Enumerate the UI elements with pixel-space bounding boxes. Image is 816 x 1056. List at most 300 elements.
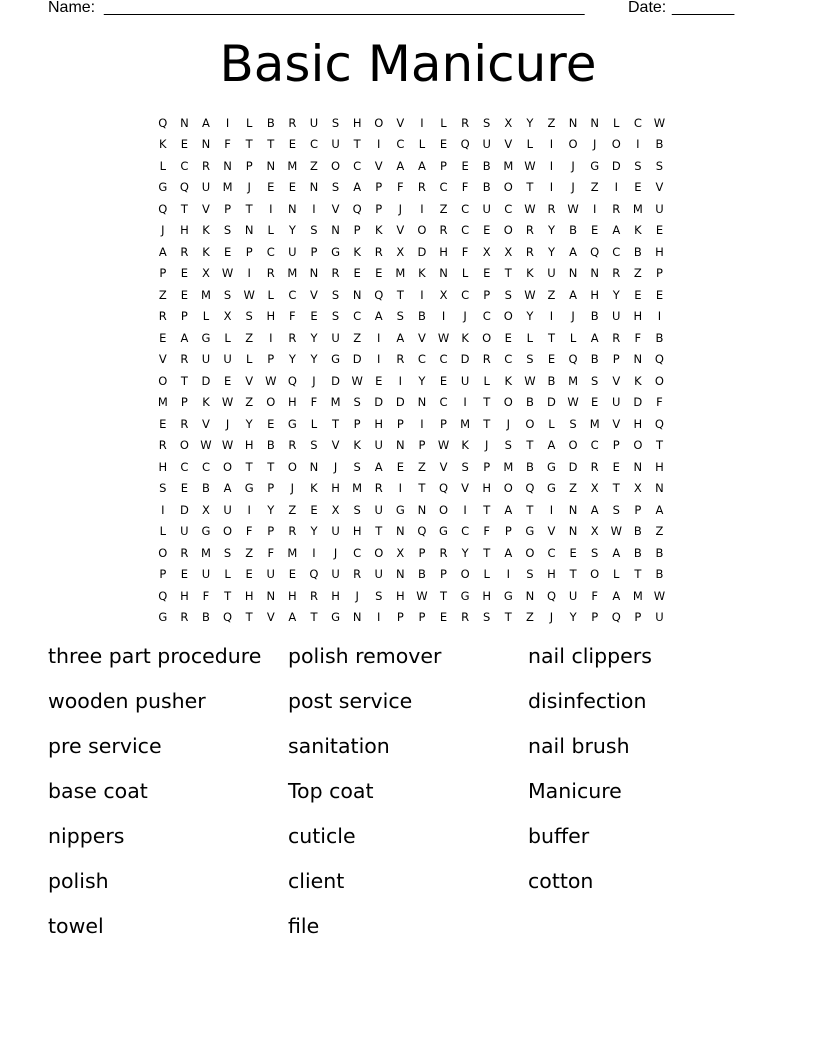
grid-letter: I — [441, 309, 446, 324]
grid-letter: X — [202, 266, 210, 281]
grid-letter: S — [223, 287, 232, 302]
grid-row — [152, 220, 672, 242]
grid-letter: Q — [654, 352, 664, 367]
grid-letter: L — [526, 137, 534, 152]
grid-letter: V — [612, 373, 621, 388]
grid-letter: H — [180, 223, 189, 238]
grid-letter: U — [180, 524, 189, 539]
grid-letter: T — [483, 395, 491, 410]
grid-letter: P — [634, 610, 642, 625]
grid-letter: M — [201, 287, 211, 302]
grid-letter: L — [526, 330, 534, 345]
grid-letter: E — [180, 287, 189, 302]
grid-letter: A — [655, 502, 664, 517]
grid-letter: W — [437, 438, 450, 453]
grid-letter: I — [549, 137, 554, 152]
grid-letter: T — [634, 567, 642, 582]
grid-letter: E — [655, 223, 664, 238]
grid-row — [152, 413, 672, 435]
grid-letter: E — [612, 459, 620, 474]
grid-letter: Y — [569, 610, 577, 625]
letter-grid — [152, 112, 672, 628]
grid-letter: U — [482, 137, 491, 152]
grid-letter: T — [245, 610, 253, 625]
grid-letter: U — [266, 567, 275, 582]
grid-letter: L — [440, 115, 447, 130]
grid-letter: H — [374, 416, 384, 431]
grid-letter: Z — [245, 330, 254, 345]
grid-letter: K — [418, 266, 426, 281]
grid-letter: C — [201, 459, 210, 474]
grid-letter: D — [633, 395, 643, 410]
grid-letter: O — [438, 502, 449, 517]
grid-letter: T — [180, 201, 188, 216]
grid-letter: C — [504, 352, 513, 367]
grid-letter: A — [374, 459, 383, 474]
grid-row — [152, 370, 672, 392]
grid-letter: R — [288, 438, 297, 453]
grid-letter: Q — [568, 352, 578, 367]
grid-letter: J — [333, 459, 338, 474]
grid-letter: I — [377, 137, 381, 152]
grid-letter: Q — [287, 373, 297, 388]
grid-row — [152, 456, 672, 478]
grid-letter: W — [524, 287, 536, 302]
grid-row — [152, 521, 672, 543]
grid-letter: Z — [245, 545, 254, 560]
grid-letter: T — [526, 502, 534, 517]
grid-letter: S — [375, 588, 383, 603]
grid-letter: A — [396, 330, 405, 345]
grid-letter: A — [569, 287, 578, 302]
grid-letter: B — [266, 438, 275, 453]
grid-letter: R — [612, 201, 621, 216]
grid-letter: S — [483, 115, 491, 130]
grid-letter: F — [656, 395, 663, 410]
grid-letter: I — [549, 158, 554, 173]
grid-letter: F — [461, 180, 469, 195]
grid-letter: P — [267, 481, 275, 496]
grid-letter: V — [396, 223, 405, 238]
grid-letter: E — [180, 567, 189, 582]
grid-letter: S — [591, 545, 599, 560]
grid-letter: N — [223, 158, 232, 173]
grid-letter: F — [461, 244, 469, 259]
grid-letter: N — [180, 115, 189, 130]
grid-letter: U — [201, 567, 211, 582]
grid-letter: I — [420, 115, 424, 130]
grid-letter: W — [653, 115, 666, 130]
grid-letter: J — [333, 545, 338, 560]
grid-letter: M — [589, 416, 600, 431]
grid-letter: Y — [418, 373, 426, 388]
grid-letter: L — [267, 223, 274, 238]
grid-letter: V — [547, 524, 556, 539]
grid-letter: B — [547, 373, 556, 388]
grid-letter: G — [525, 524, 535, 539]
grid-letter: L — [613, 115, 620, 130]
grid-letter: R — [374, 244, 383, 259]
grid-letter: O — [179, 438, 189, 453]
grid-letter: H — [482, 481, 492, 496]
grid-letter: K — [353, 244, 361, 259]
grid-letter: Q — [352, 201, 362, 216]
grid-letter: O — [568, 137, 578, 152]
grid-letter: W — [221, 395, 234, 410]
grid-letter: P — [245, 158, 253, 173]
grid-letter: U — [201, 352, 211, 367]
grid-letter: F — [224, 137, 231, 152]
grid-letter: S — [526, 352, 534, 367]
grid-letter: I — [420, 201, 424, 216]
grid-letter: A — [590, 330, 599, 345]
grid-letter: N — [309, 180, 319, 195]
grid-letter: N — [352, 287, 362, 302]
grid-letter: B — [655, 330, 664, 345]
grid-letter: I — [269, 330, 273, 345]
grid-row — [152, 306, 672, 328]
grid-letter: T — [504, 610, 512, 625]
grid-letter: M — [568, 373, 579, 388]
grid-letter: E — [310, 502, 318, 517]
grid-letter: I — [312, 201, 316, 216]
grid-row — [152, 349, 672, 371]
grid-letter: P — [267, 352, 275, 367]
grid-letter: U — [309, 115, 319, 130]
grid-letter: R — [590, 459, 599, 474]
grid-letter: N — [568, 115, 578, 130]
grid-letter: P — [418, 545, 426, 560]
grid-letter: H — [331, 481, 340, 496]
grid-letter: Q — [179, 180, 189, 195]
grid-letter: Q — [158, 201, 168, 216]
grid-letter: U — [612, 309, 621, 324]
grid-row — [152, 177, 672, 199]
grid-letter: Q — [223, 610, 233, 625]
grid-letter: O — [503, 481, 513, 496]
grid-letter: P — [612, 438, 620, 453]
grid-letter: X — [331, 502, 340, 517]
grid-letter: A — [504, 545, 513, 560]
grid-letter: O — [568, 438, 578, 453]
grid-letter: R — [266, 266, 275, 281]
grid-letter: C — [288, 287, 297, 302]
grid-letter: T — [483, 416, 491, 431]
grid-letter: B — [655, 137, 664, 152]
grid-letter: I — [247, 502, 251, 517]
grid-letter: C — [180, 158, 189, 173]
grid-letter: I — [420, 287, 424, 302]
grid-letter: P — [440, 158, 447, 173]
grid-letter: Z — [590, 180, 599, 195]
grid-letter: V — [245, 373, 254, 388]
grid-letter: R — [396, 352, 405, 367]
grid-letter: A — [180, 330, 189, 345]
grid-letter: Z — [547, 115, 556, 130]
grid-letter: E — [288, 180, 296, 195]
grid-letter: N — [568, 524, 578, 539]
grid-letter: Q — [158, 588, 168, 603]
grid-letter: A — [612, 545, 621, 560]
grid-letter: R — [180, 545, 189, 560]
grid-letter: C — [633, 115, 642, 130]
grid-letter: R — [331, 266, 340, 281]
grid-letter: J — [161, 223, 165, 238]
grid-letter: G — [547, 459, 556, 474]
grid-letter: K — [353, 438, 361, 453]
grid-letter: D — [374, 395, 384, 410]
grid-letter: N — [655, 481, 664, 496]
grid-letter: E — [591, 395, 599, 410]
grid-letter: I — [614, 180, 618, 195]
grid-letter: A — [288, 610, 297, 625]
grid-letter: J — [571, 158, 575, 173]
grid-letter: O — [374, 115, 384, 130]
grid-letter: S — [353, 502, 361, 517]
grid-letter: C — [353, 158, 362, 173]
grid-letter: W — [265, 373, 277, 388]
grid-letter: Y — [310, 330, 318, 345]
grid-letter: W — [200, 438, 212, 453]
grid-letter: P — [591, 610, 599, 625]
grid-letter: J — [398, 201, 403, 216]
grid-letter: E — [483, 223, 491, 238]
grid-letter: M — [632, 201, 643, 216]
grid-row — [152, 435, 672, 457]
grid-letter: M — [287, 545, 298, 560]
grid-letter: R — [180, 610, 189, 625]
grid-letter: I — [269, 201, 273, 216]
grid-letter: O — [503, 223, 513, 238]
grid-letter: X — [396, 545, 405, 560]
grid-letter: U — [482, 201, 491, 216]
header — [48, 0, 748, 20]
grid-letter: P — [504, 524, 512, 539]
grid-letter: T — [526, 438, 534, 453]
grid-letter: K — [634, 373, 642, 388]
grid-letter: I — [592, 201, 597, 216]
grid-letter: J — [485, 438, 489, 453]
grid-letter: R — [547, 201, 556, 216]
grid-letter: H — [331, 588, 340, 603]
page-title: Basic Manicure — [219, 35, 597, 93]
grid-letter: Z — [310, 158, 318, 173]
grid-letter: R — [374, 481, 383, 496]
grid-letter: B — [202, 481, 210, 496]
grid-row — [152, 198, 672, 220]
grid-letter: I — [549, 180, 554, 195]
grid-letter: C — [353, 309, 362, 324]
grid-letter: X — [223, 309, 232, 324]
grid-letter: R — [201, 158, 210, 173]
grid-letter: T — [655, 438, 663, 453]
grid-letter: A — [223, 481, 232, 496]
grid-letter: Q — [460, 137, 470, 152]
grid-letter: I — [657, 309, 662, 324]
grid-letter: X — [504, 115, 513, 130]
grid-letter: K — [310, 481, 318, 496]
grid-letter: E — [245, 567, 253, 582]
grid-letter: J — [571, 309, 575, 324]
grid-letter: Y — [547, 223, 555, 238]
grid-letter: R — [288, 115, 297, 130]
grid-letter: J — [571, 180, 575, 195]
grid-letter: S — [223, 545, 232, 560]
grid-letter: Z — [417, 459, 426, 474]
grid-letter: T — [396, 287, 404, 302]
grid-letter: Z — [158, 287, 167, 302]
grid-letter: E — [483, 266, 491, 281]
grid-letter: S — [634, 158, 642, 173]
grid-letter: O — [460, 567, 470, 582]
grid-letter: O — [223, 524, 233, 539]
grid-letter: B — [482, 158, 491, 173]
grid-letter: N — [331, 223, 340, 238]
grid-letter: J — [290, 481, 295, 496]
grid-letter: S — [331, 309, 340, 324]
grid-letter: T — [612, 481, 620, 496]
grid-letter: O — [525, 416, 535, 431]
grid-letter: S — [655, 158, 664, 173]
grid-letter: V — [461, 481, 470, 496]
name-label: Name: — [48, 0, 96, 16]
grid-letter: K — [202, 244, 210, 259]
grid-letter: A — [396, 158, 405, 173]
grid-row — [152, 585, 672, 607]
grid-letter: F — [289, 309, 296, 324]
grid-letter: G — [287, 416, 297, 431]
grid-letter: H — [633, 309, 643, 324]
grid-letter: C — [461, 524, 470, 539]
grid-letter: E — [288, 567, 296, 582]
word-list-item: nail brush — [528, 734, 630, 758]
grid-letter: A — [504, 502, 513, 517]
grid-letter: Z — [439, 201, 448, 216]
grid-letter: R — [288, 330, 297, 345]
grid-letter: C — [461, 201, 470, 216]
grid-letter: T — [267, 459, 275, 474]
grid-letter: U — [568, 588, 578, 603]
grid-letter: R — [461, 115, 470, 130]
grid-letter: T — [245, 137, 253, 152]
grid-letter: O — [590, 567, 600, 582]
grid-letter: Z — [569, 481, 578, 496]
grid-letter: B — [417, 309, 426, 324]
grid-letter: S — [569, 416, 577, 431]
grid-letter: C — [461, 287, 470, 302]
grid-letter: M — [503, 459, 514, 474]
grid-letter: V — [331, 201, 340, 216]
grid-letter: S — [310, 223, 318, 238]
grid-letter: I — [506, 567, 510, 582]
grid-letter: N — [633, 352, 643, 367]
grid-letter: N — [396, 524, 405, 539]
grid-letter: T — [526, 180, 534, 195]
grid-letter: L — [418, 137, 426, 152]
grid-letter: T — [440, 588, 448, 603]
grid-row — [152, 478, 672, 500]
grid-letter: B — [525, 459, 534, 474]
word-list-item: disinfection — [528, 689, 647, 713]
grid-letter: W — [524, 373, 536, 388]
grid-letter: G — [201, 524, 211, 539]
grid-letter: N — [201, 137, 211, 152]
grid-letter: D — [179, 502, 189, 517]
grid-letter: Q — [158, 115, 168, 130]
grid-letter: U — [655, 201, 664, 216]
grid-row — [152, 241, 672, 263]
word-list-item: Top coat — [288, 779, 374, 803]
grid-letter: V — [612, 416, 621, 431]
grid-letter: D — [547, 395, 556, 410]
grid-letter: L — [569, 330, 577, 345]
grid-letter: M — [222, 180, 233, 195]
grid-letter: S — [245, 309, 253, 324]
grid-letter: E — [439, 373, 448, 388]
grid-letter: C — [439, 395, 448, 410]
word-list-item: polish — [48, 869, 109, 893]
grid-letter: V — [374, 158, 383, 173]
grid-letter: R — [417, 180, 426, 195]
grid-letter: V — [417, 330, 426, 345]
grid-letter: H — [180, 588, 189, 603]
grid-letter: N — [568, 266, 578, 281]
grid-letter: N — [309, 266, 319, 281]
word-list-item: Manicure — [528, 779, 622, 803]
grid-letter: C — [180, 459, 189, 474]
grid-letter: H — [244, 588, 254, 603]
grid-letter: E — [634, 180, 642, 195]
grid-letter: O — [287, 459, 297, 474]
grid-letter: X — [482, 244, 491, 259]
grid-letter: F — [267, 545, 275, 560]
grid-letter: K — [202, 395, 210, 410]
grid-letter: L — [245, 352, 253, 367]
grid-letter: B — [525, 395, 534, 410]
grid-letter: K — [159, 137, 167, 152]
grid-letter: P — [375, 201, 383, 216]
grid-letter: S — [396, 309, 404, 324]
grid-letter: S — [310, 438, 318, 453]
grid-letter: E — [634, 287, 642, 302]
grid-letter: X — [396, 244, 405, 259]
grid-letter: G — [158, 180, 168, 195]
grid-letter: S — [159, 481, 167, 496]
grid-letter: U — [612, 395, 621, 410]
grid-letter: E — [310, 309, 318, 324]
grid-letter: U — [331, 137, 340, 152]
grid-letter: N — [266, 158, 276, 173]
grid-letter: U — [374, 567, 383, 582]
grid-letter: F — [483, 524, 491, 539]
grid-letter: V — [202, 201, 210, 216]
grid-letter: A — [590, 502, 599, 517]
grid-letter: X — [202, 502, 210, 517]
grid-letter: A — [547, 438, 556, 453]
grid-letter: B — [266, 115, 275, 130]
grid-letter: V — [331, 438, 340, 453]
grid-letter: E — [159, 330, 167, 345]
grid-letter: T — [180, 373, 188, 388]
grid-letter: I — [463, 502, 467, 517]
grid-letter: I — [377, 352, 381, 367]
grid-letter: S — [526, 567, 534, 582]
grid-letter: L — [267, 287, 274, 302]
grid-letter: B — [633, 244, 642, 259]
grid-letter: S — [483, 610, 491, 625]
grid-letter: U — [547, 266, 556, 281]
grid-letter: B — [633, 524, 642, 539]
